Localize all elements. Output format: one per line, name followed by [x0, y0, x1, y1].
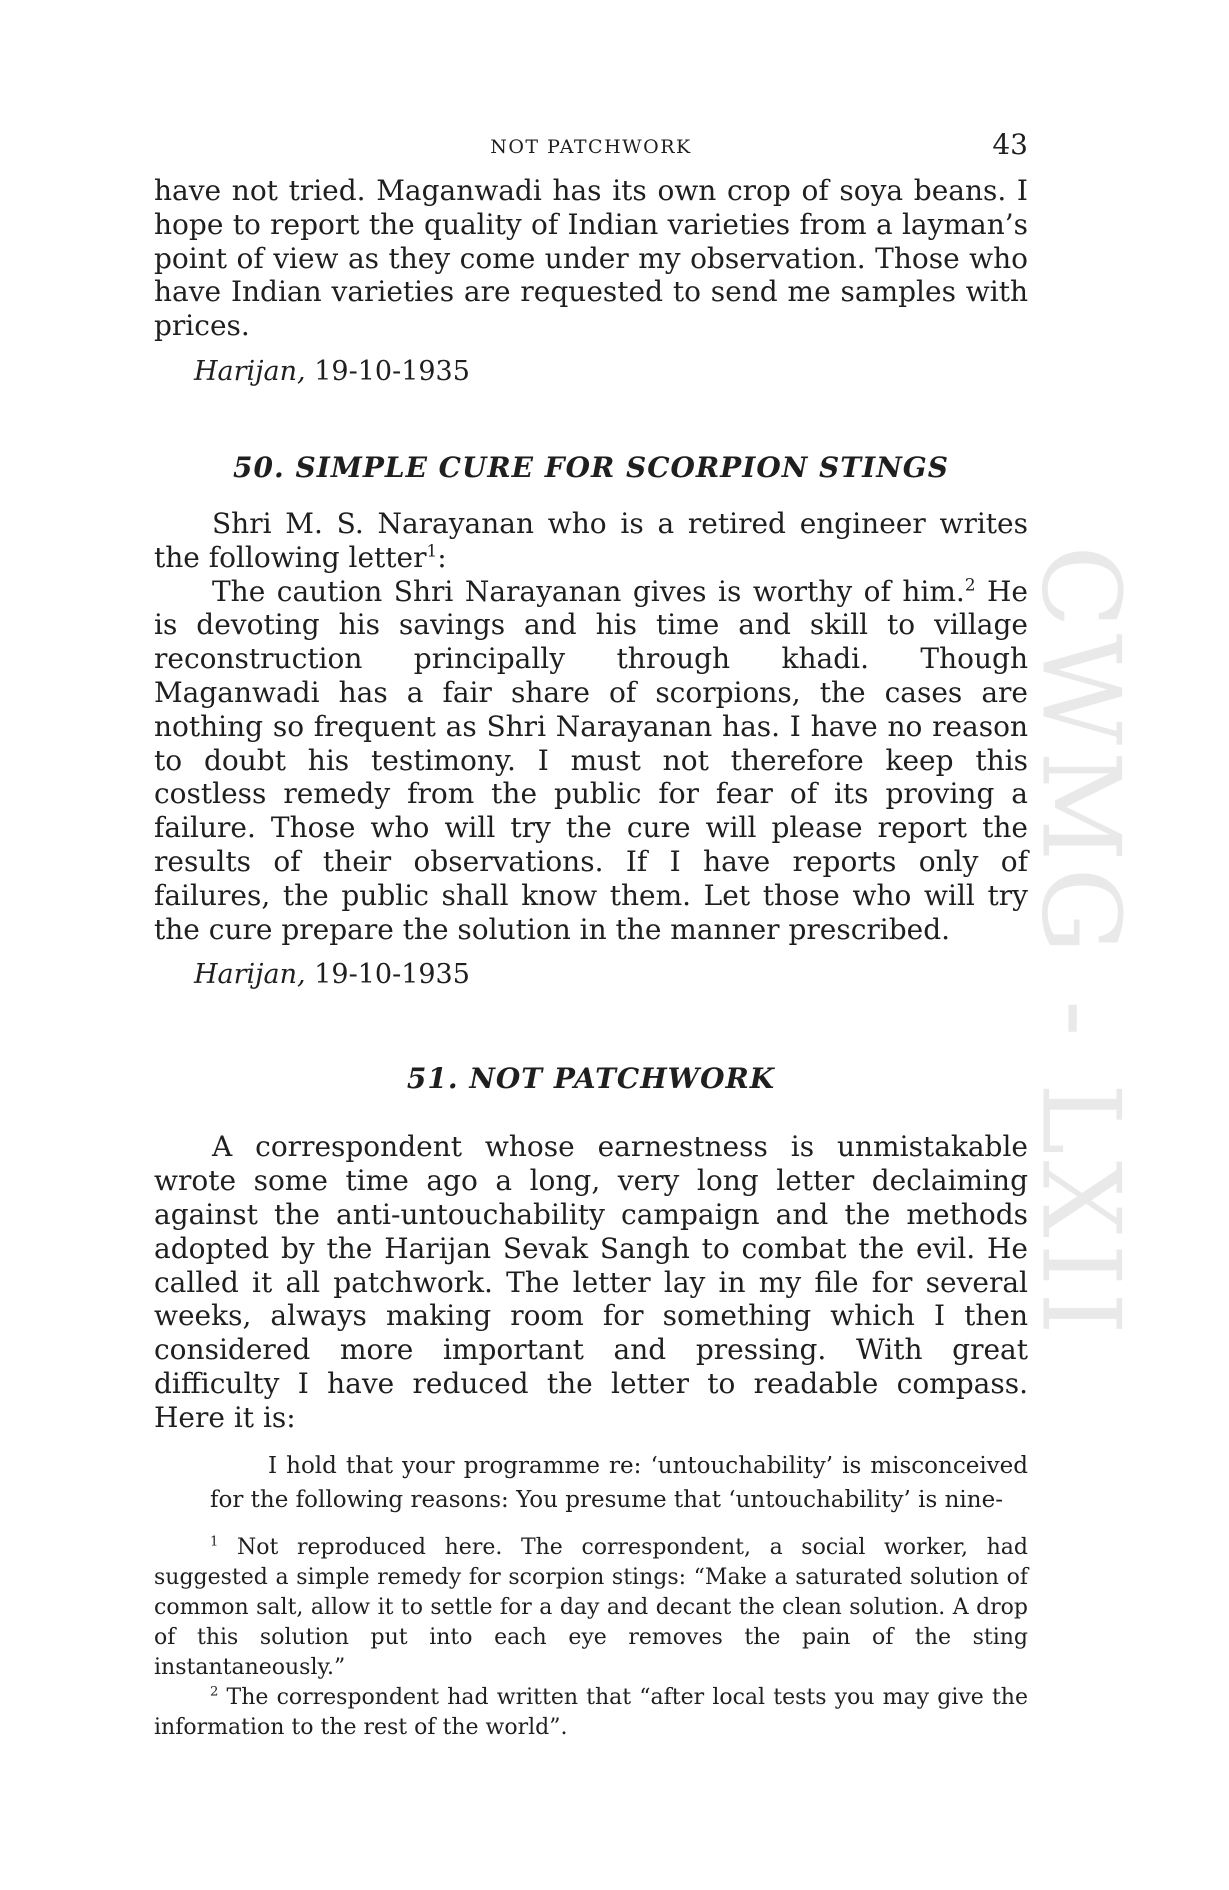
- article-title: 50. SIMPLE CURE FOR SCORPION STINGS: [233, 450, 949, 484]
- source-title: Harijan,: [194, 959, 306, 991]
- article-paragraph: [154, 575, 1028, 947]
- footnote-marker: 2: [964, 574, 976, 595]
- quoted-letter: I hold that your programme re: ‘untouchability’ is misconceived for the following reasons: You presume that ‘untouchability’ is nine-: [210, 1452, 1028, 1513]
- source-title: Harijan,: [194, 355, 306, 387]
- paragraph-text: The caution Shri Narayanan gives is worthy of him.: [212, 574, 965, 608]
- paragraph-text: Shri M. S. Narayanan who is a retired engineer writes the following letter: [154, 506, 1028, 574]
- footnote-marker: 1: [426, 540, 438, 561]
- footnote-marker: 2: [210, 1684, 219, 1700]
- footnote-text: Not reproduced here. The correspondent, a social worker, had suggested a simple remedy for scorpion stings: “Make a saturated solution of common salt, allow it to settle for a day and decant the clean solution. A drop of this solution put into each eye removes the pain of the sting instantaneously.”: [154, 1534, 1028, 1680]
- source-date: 19-10-1935: [314, 959, 470, 991]
- footnotes: [154, 1533, 1028, 1743]
- running-head: [154, 128, 1028, 168]
- footnote-marker: 1: [210, 1534, 219, 1550]
- footnote-text: The correspondent had written that “after local tests you may give the information to the rest of the world”.: [154, 1684, 1028, 1740]
- paragraph-text: :: [437, 540, 447, 574]
- continuation-paragraph: have not tried. Maganwadi has its own crop of soya beans. I hope to report the quality of Indian varieties from a layman’s point of view as they come under my observation. Those who have Indian varieties are requested to send me samples with prices.: [154, 174, 1028, 343]
- footnote: [154, 1533, 1028, 1683]
- article-paragraph: A correspondent whose earnestness is unmistakable wrote some time ago a long, very long letter declaiming against the anti-untouchability campaign and the methods adopted by the Harijan Sevak Sangh to combat the evil. He called it all patchwork. The letter lay in my file for several weeks, always making room for something which I then considered more important and pressing. With great difficulty I have reduced the letter to readable compass. Here it is:: [154, 1130, 1028, 1434]
- paragraph-text: He is devoting his savings and his time and skill to village reconstruction principally through khadi. Though Maganwadi has a fair share of scorpions, the cases are nothing so frequent as Shri Narayanan has. I have no reason to doubt his testimony. I must not therefore keep this costless remedy from the public for fear of its proving a failure. Those who will try the cure will please report the results of their observations. If I have reports only of failures, the public shall know them. Let those who will try the cure prepare the solution in the manner prescribed.: [154, 574, 1028, 946]
- footnote: [154, 1683, 1028, 1743]
- page-number: 43: [992, 128, 1028, 161]
- article-paragraph: [154, 507, 1028, 575]
- cwmg-volume-watermark: [1017, 468, 1143, 1418]
- source-date: 19-10-1935: [314, 355, 470, 387]
- source-citation: [194, 958, 1028, 992]
- book-page: [154, 128, 1028, 1743]
- watermark-text: CWMG - LXII: [1017, 545, 1143, 1341]
- running-title: NOT PATCHWORK: [490, 136, 692, 158]
- article-title: 51. NOT PATCHWORK: [406, 1062, 776, 1096]
- source-citation: [194, 355, 1028, 389]
